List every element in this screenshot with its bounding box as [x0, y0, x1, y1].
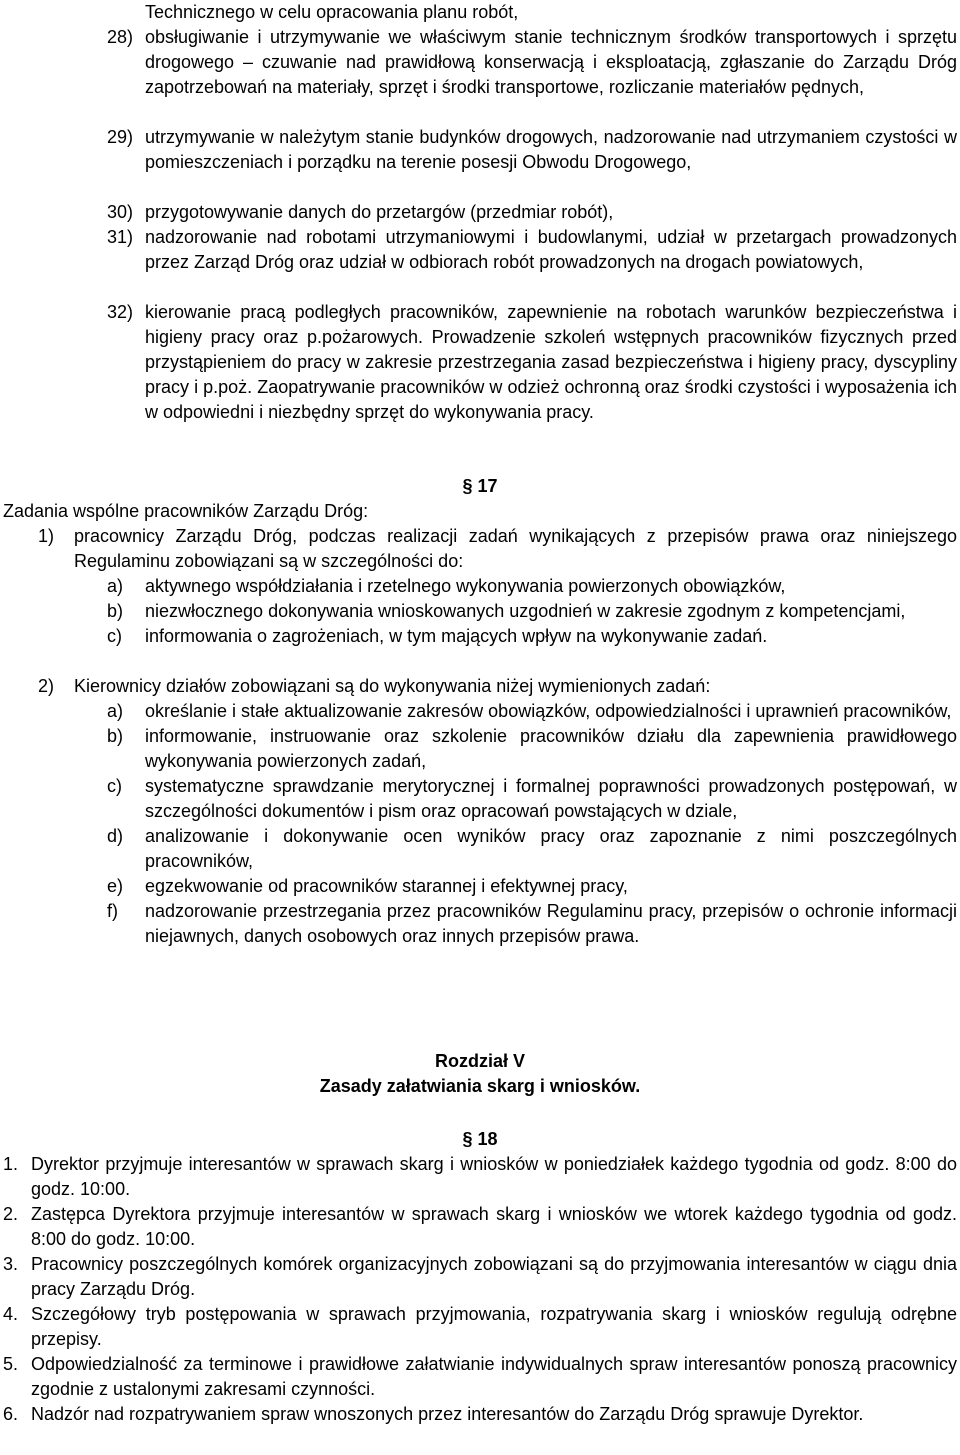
subitem-b [107, 724, 957, 774]
chapter-subtitle: Zasady załatwiania skarg i wniosków. [319, 1076, 641, 1096]
list-item-29 [107, 125, 957, 200]
intro-continuation: Technicznego w celu opracowania planu robót, [145, 2, 519, 22]
subitem-letter: e) [107, 876, 124, 896]
section17-point-1 [38, 524, 957, 649]
item-text: Pracownicy poszczególnych komórek organizacyjnych zobowiązani są do przyjmowania interesantów w ciągu dnia pracy Zarządu Dróg. [31, 1254, 957, 1299]
point-1-subitems [107, 574, 957, 649]
item-text: utrzymywanie w należytym stanie budynków drogowych, nadzorowanie nad utrzymaniem czystości w pomieszczeniach i porządku na terenie posesji Obwodu Drogowego, [145, 127, 957, 172]
subitem-text: analizowanie i dokonywanie ocen wyników pracy oraz zapoznanie z nimi poszczególnych pracowników, [145, 826, 957, 871]
section17-lead: Zadania wspólne pracowników Zarządu Dróg: [3, 501, 369, 521]
item-text: obsługiwanie i utrzymywanie we właściwym stanie technicznym środków transportowych i sprzętu drogowego – czuwanie nad prawidłową konserwacją i eksploatacją, zgłaszanie do Zarządu Dróg zapotrzebowań na materiały, sprzęt i środki transportowe, rozliczanie materiałów pędnych, [145, 27, 957, 97]
subitem-letter: a) [107, 576, 124, 596]
subitem-letter: f) [107, 901, 118, 921]
subitem-c [107, 774, 957, 824]
section17-symbol: § 17 [462, 476, 498, 496]
subitem-letter: a) [107, 701, 124, 721]
subitem-d [107, 824, 957, 874]
item-text: przygotowywanie danych do przetargów (przedmiar robót), [145, 202, 614, 222]
subitem-a [107, 574, 957, 599]
section18-list [3, 1152, 957, 1427]
item-number: 2. [3, 1204, 19, 1224]
subitem-text: aktywnego współdziałania i rzetelnego wykonywania powierzonych obowiązków, [145, 576, 786, 596]
item-number: 3. [3, 1254, 19, 1274]
item-text: Szczegółowy tryb postępowania w sprawach przyjmowania, rozpatrywania skarg i wniosków regulują odrębne przepisy. [31, 1304, 957, 1349]
subitem-text: informowania o zagrożeniach, w tym mających wpływ na wykonywanie zadań. [145, 626, 768, 646]
list-item-30 [107, 200, 957, 225]
point-text: pracownicy Zarządu Dróg, podczas realizacji zadań wynikających z przepisów prawa oraz niniejszego Regulaminu zobowiązani są w szczególności do: [74, 526, 957, 571]
point-number: 1) [38, 526, 55, 546]
subitem-letter: c) [107, 776, 122, 796]
subitem-letter: c) [107, 626, 122, 646]
subitem-letter: d) [107, 826, 124, 846]
item-number: 4. [3, 1304, 19, 1324]
subitem-e [107, 874, 957, 899]
item-text: Nadzór nad rozpatrywaniem spraw wnoszonych przez interesantów do Zarządu Dróg sprawuje Dyrektor. [31, 1404, 864, 1424]
item-number: 6. [3, 1404, 19, 1424]
list-item-32 [107, 300, 957, 425]
subitem-letter: b) [107, 601, 124, 621]
list-item-1 [3, 1152, 957, 1202]
item-number: 31) [107, 227, 134, 247]
subitem-text: określanie i stałe aktualizowanie zakresów obowiązków, odpowiedzialności i uprawnień pracowników, [145, 701, 952, 721]
subitem-text: nadzorowanie przestrzegania przez pracowników Regulaminu pracy, przepisów o ochronie informacji niejawnych, danych osobowych oraz innych przepisów prawa. [145, 901, 957, 946]
list-item-28 [107, 25, 957, 125]
list-item-3 [3, 1252, 957, 1302]
item-text: Dyrektor przyjmuje interesantów w sprawach skarg i wniosków w poniedziałek każdego tygodnia od godz. 8:00 do godz. 10:00. [31, 1154, 957, 1199]
subitem-text: niezwłocznego dokonywania wnioskowanych uzgodnień w zakresie zgodnym z kompetencjami, [145, 601, 906, 621]
subitem-c [107, 624, 957, 649]
item-number: 29) [107, 127, 134, 147]
item-text: Odpowiedzialność za terminowe i prawidłowe załatwianie indywidualnych spraw interesantów ponoszą pracownicy zgodnie z ustalonymi zakresami czynności. [31, 1354, 957, 1399]
subitem-letter: b) [107, 726, 124, 746]
section16-list [107, 25, 957, 425]
list-item-6 [3, 1402, 957, 1427]
point-text: Kierownicy działów zobowiązani są do wykonywania niżej wymienionych zadań: [74, 676, 711, 696]
subitem-f [107, 899, 957, 949]
subitem-text: egzekwowanie od pracowników starannej i efektywnej pracy, [145, 876, 628, 896]
section17-point-2 [38, 674, 957, 949]
point-2-subitems [107, 699, 957, 949]
item-text: Zastępca Dyrektora przyjmuje interesantów w sprawach skarg i wniosków we wtorek każdego tygodnia od godz. 8:00 do godz. 10:00. [31, 1204, 957, 1249]
point-number: 2) [38, 676, 55, 696]
item-text: kierowanie pracą podległych pracowników, zapewnienie na robotach warunków bezpieczeństwa i higieny pracy oraz p.pożarowych. Prowadzenie szkoleń wstępnych pracowników fizycznych przed przystąpieniem do pracy w zakresie przestrzegania zasad bezpieczeństwa i higieny pracy, dyscypliny pracy i p.poż. Zaopatrywanie pracowników w odzież ochronną oraz środki czystości i wyposażenia ich w odpowiedni i niezbędny sprzęt do wykonywania pracy. [145, 302, 957, 422]
subitem-b [107, 599, 957, 624]
item-number: 5. [3, 1354, 19, 1374]
list-item-5 [3, 1352, 957, 1402]
section18-symbol: § 18 [462, 1129, 498, 1149]
item-text: nadzorowanie nad robotami utrzymaniowymi i budowlanymi, udział w przetargach prowadzonych przez Zarząd Dróg oraz udział w odbiorach robót prowadzonych na drogach powiatowych, [145, 227, 957, 272]
item-number: 30) [107, 202, 134, 222]
item-number: 28) [107, 27, 134, 47]
item-number: 32) [107, 302, 134, 322]
subitem-a [107, 699, 957, 724]
subitem-text: systematyczne sprawdzanie merytorycznej i formalnej poprawności prowadzonych postępowań, w szczególności dokumentów i pism oraz opracowań powstających w dziale, [145, 776, 957, 821]
list-item-31 [107, 225, 957, 300]
list-item-4 [3, 1302, 957, 1352]
item-number: 1. [3, 1154, 19, 1174]
list-item-2 [3, 1202, 957, 1252]
chapter-title: Rozdział V [434, 1051, 525, 1071]
subitem-text: informowanie, instruowanie oraz szkolenie pracowników działu dla zapewnienia prawidłowego wykonywania powierzonych zadań, [145, 726, 957, 771]
